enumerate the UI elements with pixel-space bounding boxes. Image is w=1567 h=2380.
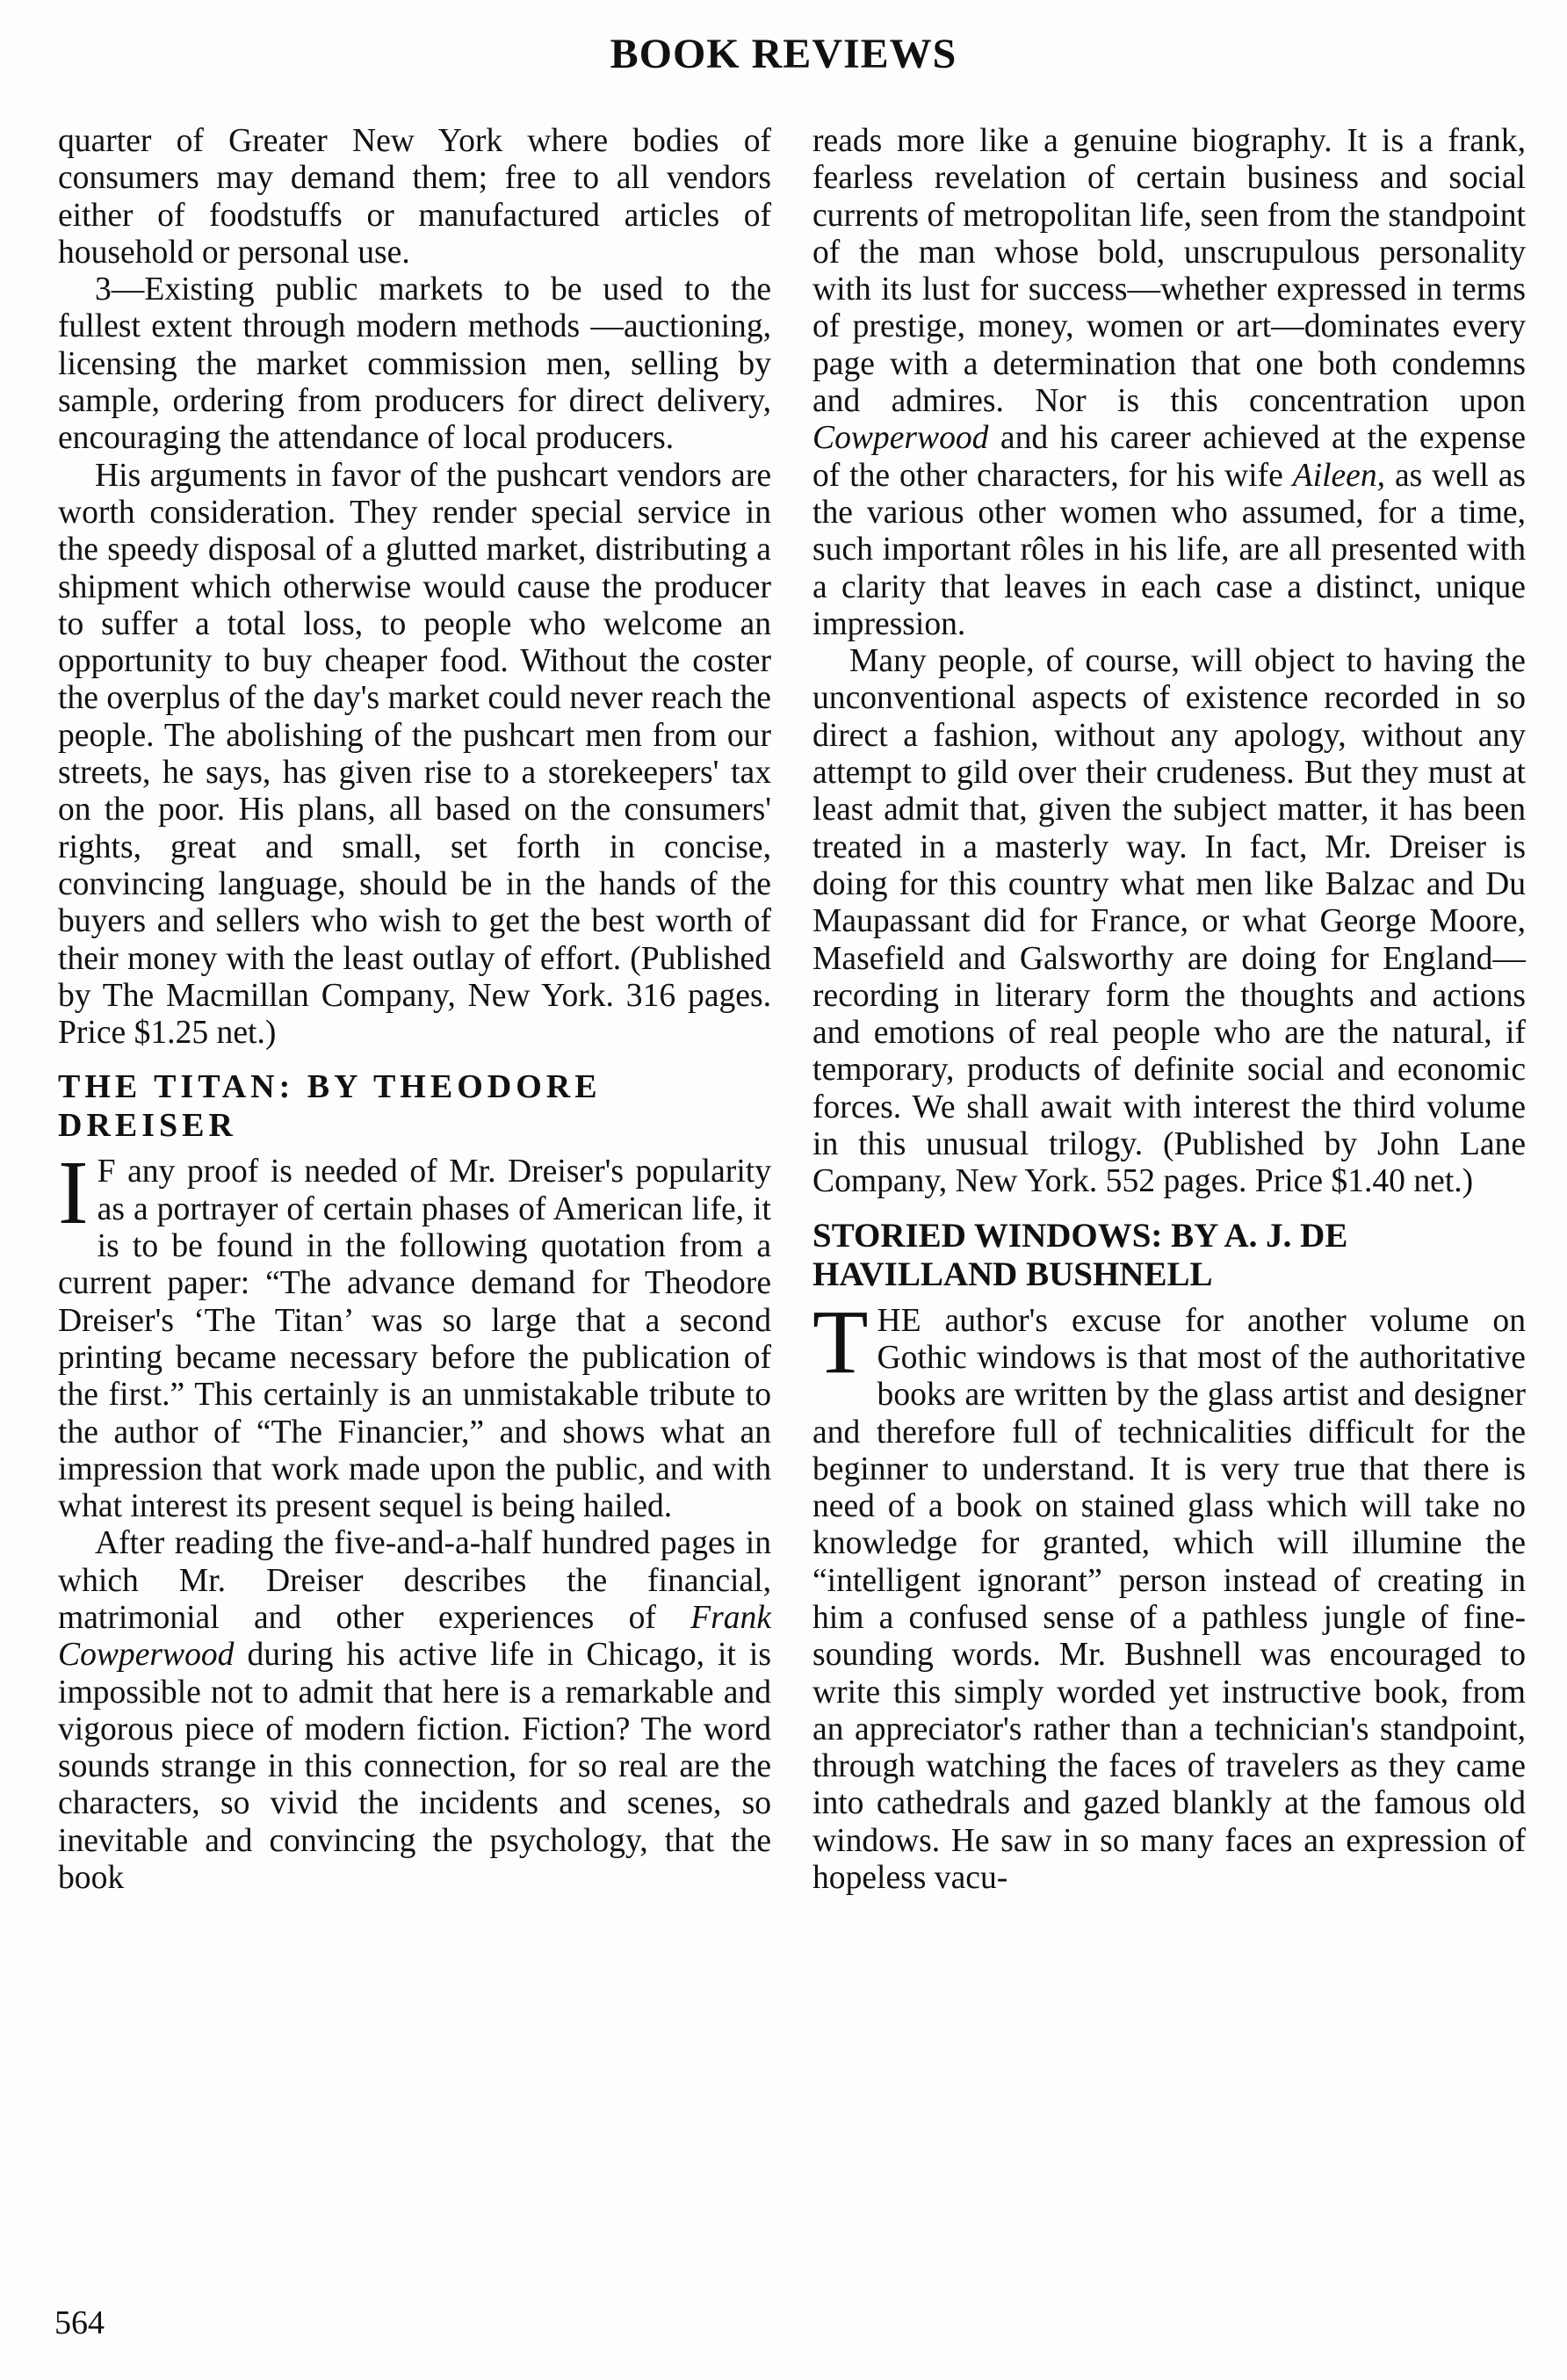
paragraph-titan-reading: [58, 1525, 771, 1897]
lead-word: HE: [877, 1302, 921, 1339]
character-name-cowperwood: Cowperwood: [812, 420, 989, 457]
paragraph-pushcart-arguments: His arguments in favor of the pushcart vendors are worth consideration. They render special service in the speedy disposal of a glutted market, distributing a shipment which otherwise would cause the producer to suffer a total loss, to people who welcome an opportunity to buy cheaper food. Without the coster the overplus of the day's market could never reach the people. The abolishing of the pushcart men from our streets, he says, has given rise to a storekeepers' tax on the poor. His plans, all based on the consumers' rights, great and small, set forth in concise, convincing language, should be in the hands of the buyers and sellers who wish to get the best worth of their money with the least outlay of effort. (Published by The Macmillan Company, New York. 316 pages. Price $1.25 net.): [58, 457, 771, 1052]
paragraph-text: as well as the various other women who assumed, for a time, such important rôles in his life, are all presented with a clarity that leaves in each case a distinct, unique impression.: [812, 457, 1526, 642]
paragraph-windows-intro: [812, 1291, 1526, 1898]
paragraph-objections: Many people, of course, will object to having the unconventional aspects of existence recorded in so direct a fashion, without any apology, without any attempt to gild over their crudeness. But they must at least admit that, given the subject matter, it has been treated in a masterly way. In fact, Mr. Dreiser is doing for this country what men like Balzac and Du Maupassant did for France, or what George Moore, Masefield and Galsworthy are doing for England—recording in literary form the thoughts and actions and emotions of real people who are the natural, if temporary, products of definite social and economic forces. We shall await with interest the third volume in this unusual trilogy. (Published by John Lane Company, New York. 552 pages. Price $1.40 net.): [812, 643, 1526, 1200]
section-title-the-titan: THE TITAN: BY THEODORE DREISER: [58, 1068, 602, 1145]
right-column: [812, 123, 1526, 1897]
paragraph-text: during his active life in Chicago, it is impossible not to admit that here is a remarkable and vigorous piece of modern fiction. Fiction? The word sounds strange in this connection, for so real are the characters, so vivid the incidents and scenes, so inevitable and convincing the psychology, that the book: [58, 1637, 771, 1897]
character-name-cowperwood: Frank Cowperwood: [58, 1599, 771, 1674]
paragraph-existing-markets: 3—Existing public markets to be used to the fullest extent through modern methods —auctioning, licensing the market commission men, selling by sample, ordering from producers for direct delivery, encouraging the attendance of local producers.: [58, 271, 771, 457]
paragraph-text: author's excuse for another volume on Gothic windows is that most of the authoritative books are written by the glass artist and designer and therefore full of technicalities difficult for the beginner to understand. It is very true that there is need of a book on stained glass which will take no knowledge for granted, which will illumine the “intelligent ignorant” person instead of creating in him a confused sense of a pathless jungle of fine-sounding words. Mr. Bushnell was encouraged to write this simply worded yet instructive book, from an appreciator's rather than a technician's standpoint, through watching the faces of travelers as they came into cathedrals and gazed blankly at the famous old windows. He saw in so many faces an expression of hopeless vacu-: [812, 1302, 1526, 1897]
paragraph-text: After reading the five-and-a-half hundred pages in which Mr. Dreiser describes the financial, matrimonial and other experiences of: [58, 1525, 771, 1636]
paragraph-text: and his career achieved at the expense of the other characters, for his wife: [812, 420, 1526, 494]
page-number: 564: [54, 2304, 105, 2341]
paragraph-text: any proof is needed of Mr. Dreiser's popularity as a portrayer of certain phases of American life, it is to be found in the following quotation from a current paper: “The advance demand for Theodore Dreiser's ‘The Titan’ was so large that a second printing became necessary before the publication of the first.” This certainly is an unmistakable tribute to the author of “The Financier,” and shows what an impression that work made upon the public, and with what interest its present sequel is being hailed.: [58, 1154, 771, 1525]
section-title-storied-windows: STORIED WINDOWS: BY A. J. DE HAVILLAND BUSHNELL: [812, 1216, 1348, 1293]
drop-cap: T: [812, 1291, 869, 1393]
lead-word: F: [97, 1154, 116, 1190]
paragraph-biography: [812, 123, 1526, 643]
drop-cap: I: [58, 1142, 89, 1244]
running-head: BOOK REVIEWS: [610, 31, 957, 77]
paragraph-text: reads more like a genuine biography. It is a frank, fearless revelation of certain business and social currents of metropolitan life, seen from the standpoint of the man whose bold, unscrupulous personality with its lust for success—whether expressed in terms of prestige, money, women or art—dominates every page with a determination that one both condemns and admires. Nor is this concentration upon: [812, 123, 1526, 420]
left-column: [58, 123, 771, 1897]
character-name-aileen: Aileen,: [1292, 457, 1386, 494]
paragraph-titan-intro: [58, 1142, 771, 1525]
paragraph-markets-continued: quarter of Greater New York where bodies of consumers may demand them; free to all vendors either of foodstuffs or manufactured articles of household or personal use.: [58, 123, 771, 271]
